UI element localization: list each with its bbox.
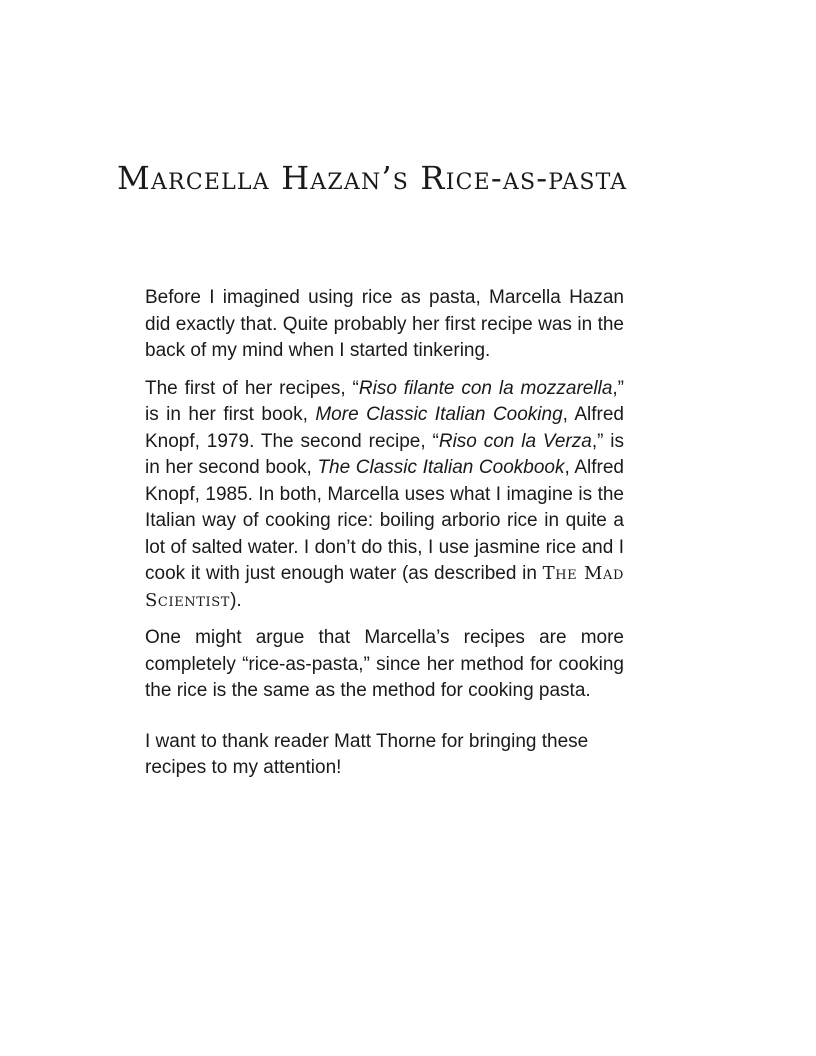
paragraph-argument: One might argue that Marcella’s recipes are more completely “rice-as-pasta,” since her method for cooking the rice is the same as the method for cooking pasta.: [145, 627, 624, 701]
text-segment: ).: [230, 589, 242, 611]
article-body: [145, 285, 624, 793]
paragraph-thanks: I want to thank reader Matt Thorne for bringing these recipes to my attention!: [145, 730, 589, 778]
cross-reference-mad-scientist: The Mad Scientist: [145, 563, 624, 611]
book-title-more-classic: More Classic Italian Cooking: [315, 404, 563, 425]
text-segment: , Alfred Knopf, 1985. In both, Marcella uses what I imagine is the Italian way of cooking rice: boiling arborio rice in quite a lot of salted water. I don’t do this, I use jasmine rice and I cook it with just enough water (as described in: [145, 457, 624, 584]
book-title-classic-italian: The Classic Italian Cookbook: [317, 457, 565, 478]
page-title: Marcella Hazan’s Rice-as-pasta: [117, 159, 628, 197]
text-segment: ,” is in her first book,: [145, 377, 624, 425]
recipe-title-riso-filante: Riso filante con la mozzarella: [358, 377, 613, 399]
paragraph-recipes: [145, 376, 624, 615]
text-segment: The first of her recipes, “: [145, 377, 359, 399]
recipe-title-riso-con-la-verza: Riso con la Verza: [438, 430, 592, 452]
text-segment: , Alfred Knopf, 1979. The second recipe, “: [145, 404, 624, 452]
text-segment: ,” is in her second book,: [145, 430, 625, 478]
paragraph-intro: Before I imagined using rice as pasta, Marcella Hazan did exactly that. Quite probably her first recipe was in the back of my mind when I started tinkering.: [145, 287, 624, 361]
